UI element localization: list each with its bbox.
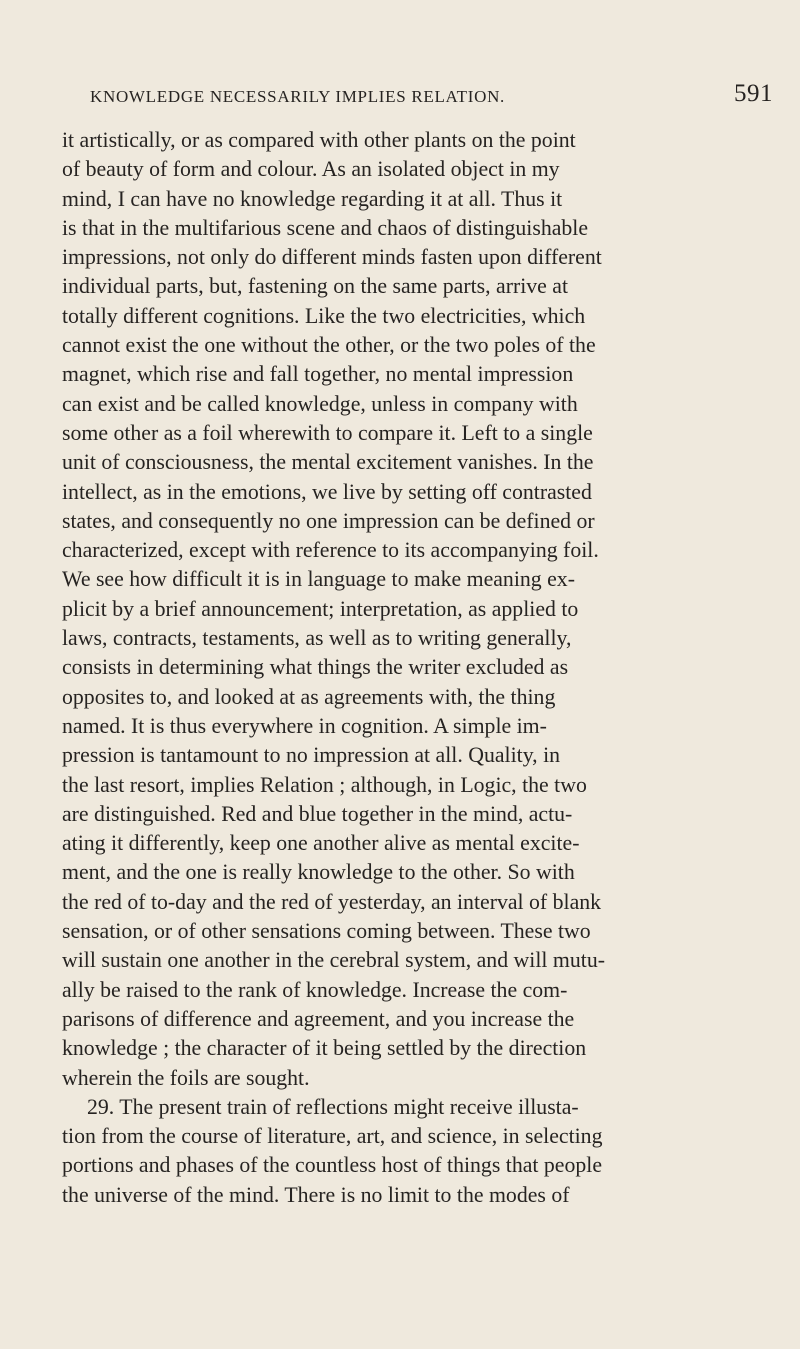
running-head <box>90 80 773 110</box>
text-line: ally be raised to the rank of knowledge. Increase the com- <box>62 977 568 1002</box>
text-line: tion from the course of literature, art, and science, in selecting <box>62 1124 603 1149</box>
text-line: sensation, or of other sensations coming between. These two <box>62 919 591 944</box>
text-line: totally different cognitions. Like the two electricities, which <box>62 303 586 328</box>
text-line: intellect, as in the emotions, we live by setting off contrasted <box>62 479 592 504</box>
text-line: some other as a foil wherewith to compare it. Left to a single <box>62 420 593 445</box>
text-line: unit of consciousness, the mental excitement vanishes. In the <box>62 450 594 475</box>
text-line: individual parts, but, fastening on the same parts, arrive at <box>62 274 569 299</box>
paragraph-start-line: 29. The present train of reflections might receive illusta- <box>87 1094 579 1119</box>
text-line: named. It is thus everywhere in cognition. A simple im- <box>62 713 547 738</box>
running-title: KNOWLEDGE NECESSARILY IMPLIES RELATION. <box>90 87 505 106</box>
text-line: it artistically, or as compared with other plants on the point <box>62 128 576 152</box>
text-line: parisons of difference and agreement, and you increase the <box>62 1006 575 1031</box>
text-line: portions and phases of the countless host of things that people <box>62 1153 602 1178</box>
text-line: cannot exist the one without the other, or the two poles of the <box>62 333 596 358</box>
text-line: plicit by a brief announcement; interpretation, as applied to <box>62 596 579 621</box>
text-line: knowledge ; the character of it being settled by the direction <box>62 1036 587 1061</box>
text-line: wherein the foils are sought. <box>62 1065 310 1090</box>
text-line: are distinguished. Red and blue together in the mind, actu- <box>62 801 573 826</box>
text-line: of beauty of form and colour. As an isolated object in my <box>62 157 560 182</box>
text-line: ment, and the one is really knowledge to the other. So with <box>62 860 575 885</box>
text-line: impressions, not only do different minds fasten upon different <box>62 245 602 270</box>
text-line: pression is tantamount to no impression at all. Quality, in <box>62 743 561 768</box>
text-line: the last resort, implies Relation ; although, in Logic, the two <box>62 772 587 797</box>
text-line: mind, I can have no knowledge regarding it at all. Thus it <box>62 186 563 211</box>
text-line: opposites to, and looked at as agreements with, the thing <box>62 684 556 709</box>
text-line: magnet, which rise and fall together, no mental impression <box>62 362 574 387</box>
body-text <box>62 126 774 1210</box>
text-line: characterized, except with reference to its accompanying foil. <box>62 538 599 563</box>
text-line: laws, contracts, testaments, as well as to writing generally, <box>62 626 572 651</box>
text-line: states, and consequently no one impression can be defined or <box>62 508 595 533</box>
text-line: ating it differently, keep one another alive as mental excite- <box>62 831 580 856</box>
text-line: will sustain one another in the cerebral system, and will mutu- <box>62 948 605 973</box>
text-line: can exist and be called knowledge, unless in company with <box>62 391 578 416</box>
text-line: consists in determining what things the writer excluded as <box>62 655 569 680</box>
text-line: the universe of the mind. There is no limit to the modes of <box>62 1182 570 1207</box>
text-line: is that in the multifarious scene and chaos of distinguishable <box>62 215 589 240</box>
text-line: the red of to-day and the red of yesterday, an interval of blank <box>62 889 602 914</box>
page-number: 591 <box>734 80 773 107</box>
text-line: We see how difficult it is in language to make meaning ex- <box>62 567 575 592</box>
